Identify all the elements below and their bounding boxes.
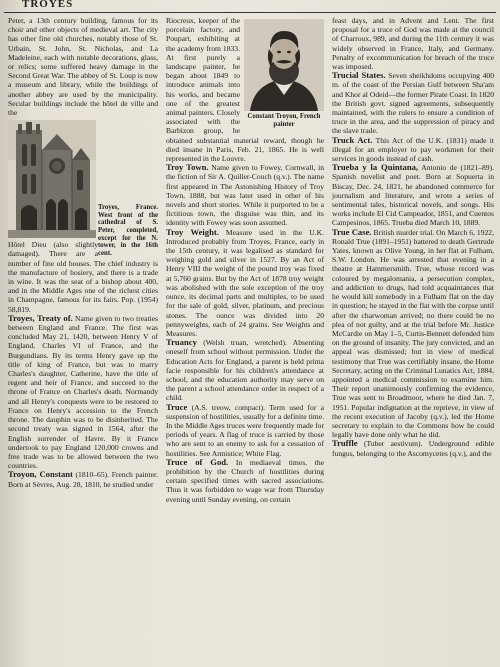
entry-trucial-states xyxy=(332,71,494,135)
entry-truck-act-text: This Act of the U.K. (1831) made it illegal for an employer to pay workmen for their services in goods instead of cash. xyxy=(332,135,494,164)
portrait-caption: Constant Troyon, French painter xyxy=(247,113,321,128)
col2-paragraph-1: Riocreux, keeper of the porcelain factory, and Poupart, exhibiting at the academy from 1833. At first purely a landscape painter, he began about 1849 to introduce animals into his works, and became one of the greatest animal painters. Closely associated with the Barbizon group, he obtained substantial material reward, though he died insane in Paris, Feb. 21, 1865. He is well represented in the Louvre. xyxy=(166,16,324,164)
headword-troyon: Troyon, Constant xyxy=(8,469,73,480)
running-head xyxy=(4,0,496,13)
entry-troyon xyxy=(8,470,158,488)
entry-treaty-of-troyes xyxy=(8,314,158,470)
cathedral-caption: Troyes, France. West front of the cathedral of S. Peter, completed, except for the N. tower, in the 16th cent. xyxy=(98,204,158,257)
entry-truce-of-god xyxy=(166,458,324,504)
entry-true-case-text: British murder trial. On March 6, 1922, Ronald True (1891–1951) battered to death Gertrude Yates, known as Olive Young, in her flat at Fulham, S.W. London. He was arrested that evening in a theatre at Hammersmith. True, whose record was coloured by megalomania, a persecution complex, and addiction to drugs, had told acquaintances that he would kill somebody in a Fulham flat on the day in question; he stayed in the flat with the corpse until after the charwoman arrived; no there could be no plea of not guilty, and at the trial before Mr. Justice McCardie on May 1–5, Curtis-Bennett defended him on the ground of insanity. The jury convicted, and an appeal was dismissed; but in view of medical testimony that True was certifiably insane, the Home Secretary, acting on the Criminal Lunatics Act, 1884, appointed a medical commission to examine him. Their report unanimously confirming the evidence, True was sent to Broadmoor, where he died Jan. 7, 1951. Popular indignation at the reprieve, in view of the recent execution of Jacoby (q.v.), led the Home secretary to explain to the Commons how he could legally have done only what he did. xyxy=(332,227,494,440)
entry-truce-text: (A.S. treow, compact). Term used for a suspension of hostilities, usually for a definite time. In the Middle Ages truces were frequently made for periods of years. A flag of truce is carried by those who are sent to an enemy to ask for a cessation of hostilities. See Armistice; White Flag. xyxy=(166,402,324,458)
portrait-illustration xyxy=(244,19,324,111)
col3-paragraph-1: feast days, and in Advent and Lent. The first proposal for a truce of God was made at the council of Charroux, 989, and during the 11th century it was widely observed in France, Italy, and Germany. Penalty of excommunication for breach of the truce was imposed. xyxy=(332,16,494,72)
entry-truce xyxy=(166,403,324,458)
running-head-title: TROYES xyxy=(22,0,74,10)
headword-truancy: Truancy xyxy=(166,337,197,348)
cathedral-figure xyxy=(8,120,158,257)
entry-truffle xyxy=(332,439,494,457)
entry-truancy xyxy=(166,338,324,402)
headword-troy-weight: Troy Weight. xyxy=(166,226,219,237)
entry-troyon-text: (1810–65). French painter. Born at Sèvres, Aug. 28, 1810, he studied under xyxy=(8,470,158,489)
entry-troy-town-text: Name given to Fowey, Cornwall, in the fiction of Sir A. Quiller-Couch (q.v.). The name first appeared in The Astonishing History of Troy Town, 1888, but was later used in other of his novels and short stories. While it purported to be a fictitious town, the disguise was thin, and its identity with Fowey was soon assumed. xyxy=(166,163,324,228)
headword-truce-of-god: Truce of God. xyxy=(166,456,229,467)
entry-true-case xyxy=(332,228,494,440)
entry-trueba-text: Antonio de (1821–89). Spanish novelist and poet. Born at Sopuerta in Biscay, Dec. 24, 1821, he abandoned commerce for journalism and literature, and wrote a series of sentimental tales, historical novels, and songs. His works include El Cid Campeador, 1851, and Cuentos Campesinos, 1865. Trueba died March 10, 1889. xyxy=(332,163,495,228)
column-3 xyxy=(332,16,494,665)
entry-treaty-text: Name given to two treaties between England and France. The first was concluded May 21, 1420, between Henry V of England, Charles VI of France, and the Burgundians. By its terms Henry gave up the title of king of France, but was to marry Charles's daughter, Catherine, have the title of regent and heir of France, and succeed to the throne of France on Charles's death. Normandy and all Henry's conquests were to be restored to France on Henry's accession to the French throne. The dauphin was to be disinherited. The second treaty was signed in 1564, after the English surrender of Havre. By it France undertook to pay England 120,000 crowns and free trade was to be allowed between the two countries. xyxy=(8,313,159,471)
headword-treaty-of-troyes: Troyes, Treaty of. xyxy=(8,312,73,323)
headword-truck-act: Truck Act. xyxy=(332,134,373,145)
headword-trueba: Trueba y la Quintana, xyxy=(332,162,419,173)
cathedral-illustration xyxy=(8,120,96,238)
entry-truancy-text: (Welsh truan, wretched). Absenting oneself from school without permission. Under the Education Acts for England, a parent is held prima facie responsible for his children's attendance at school, and the education authority may serve on the parent a school attendance order in respect of a child. xyxy=(166,338,324,403)
col1-paragraph-1: Peter, a 13th century building, famous for its choir and other objects of medieval art. The city has other fine old churches, notably those of St. Urbain, St. John, St. Nicholas, and La Madeleine, each with notable decorations, glass, or relics; some suffered heavy damage in the Second Great War. The abbey of St. Loup is now a museum and library, while the buildings of another abbey are used by the municipality. Secular buildings include the hôtel de ville and the xyxy=(8,16,158,118)
headword-troy-town: Troy Town. xyxy=(166,162,209,173)
entry-trueba xyxy=(332,163,494,227)
portrait-figure xyxy=(244,16,324,128)
entry-truck-act xyxy=(332,136,494,164)
headword-true-case: True Case. xyxy=(332,226,372,237)
entry-trucial-states-text: Seven sheikhdoms occupying 400 m. of the coast of the Persian Gulf between Sha'am and Khor al Odeid—the former Pirate Coast. In 1820 the British govt. signed agreements, subsequently maintained, with the rulers to ensure a condition of truce in the area, and the suppression of piracy and the slave trade. xyxy=(332,71,494,136)
col1-paragraph-2: Hôtel Dieu (also slightly damaged). There are a number of fine old houses. The chief industry is the manufacture of hosiery, and there is a trade in wine. It was the seat of a bishop about 400, and in the Middle Ages one of the richest cities in Champagne, famous for its fairs. Pop. (1954) 58,819. xyxy=(8,240,158,314)
entry-troy-town xyxy=(166,163,324,227)
entry-truffle-text: (Tuber aestivum). Underground edible fungus, belonging to the Ascomycetes (q.v.), and the xyxy=(332,439,494,458)
column-2 xyxy=(166,16,324,665)
headword-truffle: Truffle xyxy=(332,438,358,449)
entry-troy-weight xyxy=(166,228,324,338)
column-1 xyxy=(8,16,158,665)
entry-troy-weight-text: Measure used in the U.K. Introduced probably from Troyes, France, early in the 15th century, it was legalised as standard for weighing gold and silver in 1527. By an Act of Henry VIII the weight of the pound troy was fixed at 5,760 grains. But by the Act of 1878 troy weight was abolished with the sole exception of the troy ounce, its decimal parts and multiples, to be used for the sale of gold, silver, platinum, and precious stones. The ounce was divided into 20 pennyweights, each of 24 grains. See Weights and Measures. xyxy=(166,227,325,338)
entry-truce-of-god-text: In mediaeval times, the prohibition by the Church of hostilities during certain specified times with sacred associations. Thus it was forbidden to wage war from Thursday evening until Sunday evening, on certain xyxy=(166,457,324,504)
headword-truce: Truce xyxy=(166,401,188,412)
headword-trucial-states: Trucial States. xyxy=(332,70,386,81)
